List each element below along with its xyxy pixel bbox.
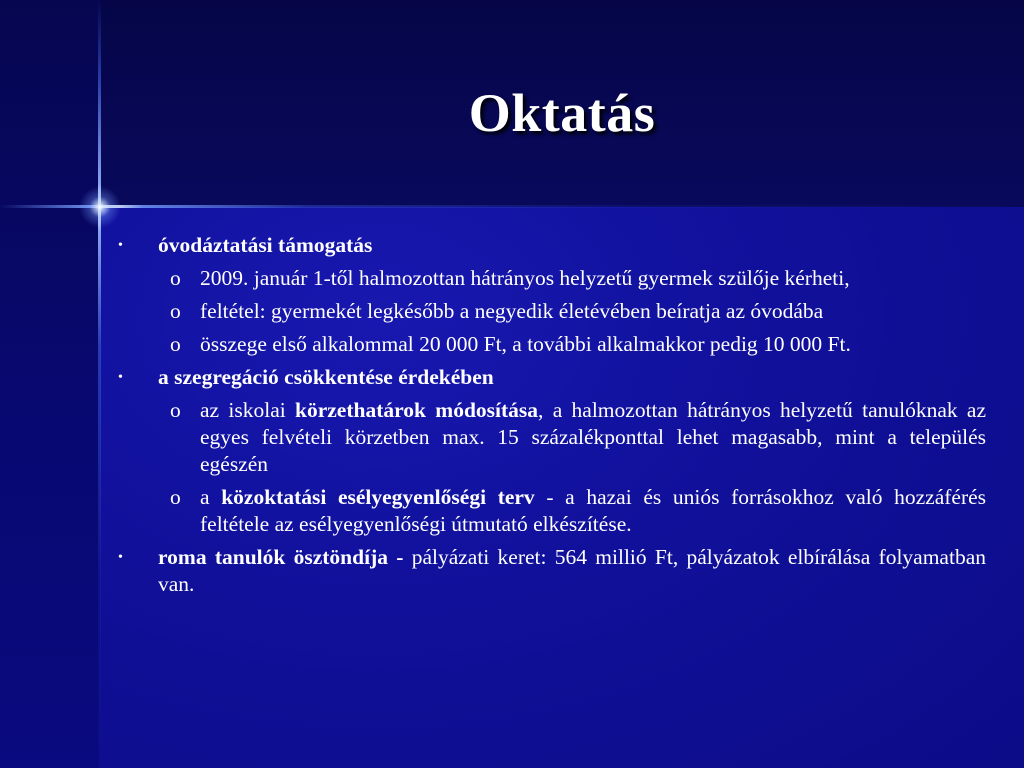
sub-item [118,298,986,325]
sub-bullet-icon: o [170,485,181,509]
sub-item-text: összege első alkalommal 20 000 Ft, a további alkalmakkor pedig 10 000 Ft. [200,332,851,356]
sub-item [118,265,986,292]
sub-item-text-post: , a halmozottan hátrányos helyzetű tanulóknak az egyes felvételi körzetben max. 15 százalékponttal lehet magasabb, mint a település egészén [200,398,987,476]
sub-item-text: feltétel: gyermekét legkésőbb a negyedik életévében beíratja az óvodába [200,299,824,323]
sub-item-text-post: - a hazai és uniós forrásokhoz való hozzáférés feltétele az esélyegyenlőségi útmutató elkészítése. [200,485,987,536]
sub-bullet-icon: o [170,299,181,323]
slide-title: Oktatás [468,83,656,143]
bullet-heading: óvodáztatási támogatás [158,233,373,257]
sub-bullet-icon: o [170,266,181,290]
bullet-icon: • [118,370,123,385]
sub-bullet-icon: o [170,332,181,356]
slide-content [118,232,986,604]
sub-item-text: 2009. január 1-től halmozottan hátrányos helyzetű gyermek szülője kérheti, [200,266,850,290]
horizontal-light-line [0,205,1024,208]
sub-item-text-pre: az iskolai [200,398,296,422]
sub-item [118,331,986,358]
bullet-text: pályázati keret: 564 millió Ft, pályázatok elbírálása folyamatban van. [158,545,986,596]
sub-item-text-pre: a [200,485,222,509]
sub-item-text-bold: közoktatási esélyegyenlőségi terv [221,485,535,509]
sparkle-star-icon [79,186,121,228]
bullet-item-roma-osztondij [118,544,986,598]
sub-item [118,484,986,538]
bullet-icon: • [118,550,123,565]
bullet-item-ovodaztatas [118,232,986,259]
bullet-icon: • [118,238,123,253]
background-left-panel [0,0,100,768]
sub-bullet-icon: o [170,398,181,422]
bullet-heading: roma tanulók ösztöndíja - [158,545,404,569]
sub-item [118,397,986,478]
sub-item-text-bold: körzethatárok módosítása [295,398,539,422]
bullet-item-szegregacio [118,364,986,391]
bullet-heading: a szegregáció csökkentése érdekében [158,365,494,389]
